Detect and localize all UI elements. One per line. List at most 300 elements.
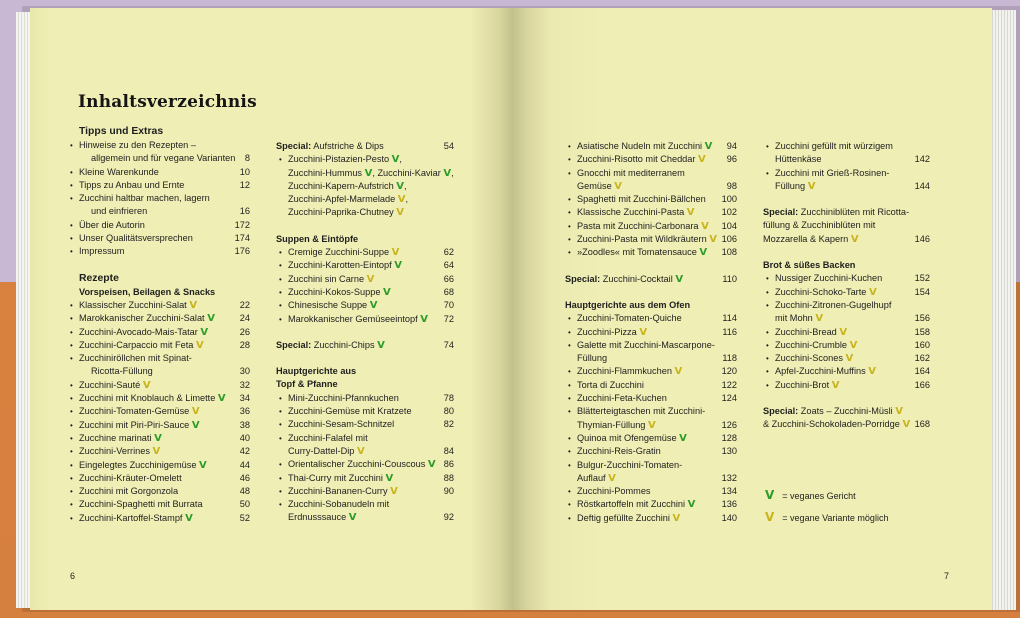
entry-title: Zucchine marinati xyxy=(79,432,152,443)
page-number: 98 xyxy=(726,180,737,191)
vegan-mark-icon: V xyxy=(427,459,436,471)
toc-entry xyxy=(276,405,454,418)
entry-title: Zucchini-Tomaten-Quiche xyxy=(577,313,682,324)
toc-entry xyxy=(79,498,250,511)
toc-entry xyxy=(79,205,250,218)
entry-title: Gnocchi mit mediterranem xyxy=(577,167,685,178)
page-number: 126 xyxy=(721,419,737,430)
entry-title: Zucchini-Bread xyxy=(775,326,837,337)
entry-title: Nussiger Zucchini-Kuchen xyxy=(775,273,883,284)
page-number: 16 xyxy=(239,206,250,217)
toc-entry xyxy=(565,445,737,458)
vegan-mark-icon: V xyxy=(191,419,200,431)
vegan-variant-mark-icon: V xyxy=(831,379,840,391)
page-number: 152 xyxy=(914,273,930,284)
entry-title: Deftig gefüllte Zucchini xyxy=(577,512,670,523)
entry-title: Zucchini haltbar machen, lagern xyxy=(79,193,210,204)
toc-entry xyxy=(79,245,250,258)
toc-entry xyxy=(565,352,737,365)
entry-title: Erdnusssauce xyxy=(288,512,347,523)
subsection-heading: Brot & süßes Backen xyxy=(763,260,856,271)
page-number: 172 xyxy=(234,219,250,230)
entry-tail: , xyxy=(404,180,407,191)
entry-title: und einfrieren xyxy=(91,206,148,217)
entry-title: Zucchini-Kartoffel-Stampf xyxy=(79,512,183,523)
page-number: 120 xyxy=(721,366,737,377)
entry-title: Tipps zu Anbau und Ernte xyxy=(79,179,185,190)
vegan-mark-icon: V xyxy=(154,432,162,444)
entry-title: Zucchini sin Carne xyxy=(288,273,365,284)
special-label: Special: xyxy=(763,406,799,417)
toc-entry xyxy=(79,166,250,179)
toc-entry xyxy=(763,326,930,339)
page-number: 164 xyxy=(914,366,930,377)
vegan-mark-icon: V xyxy=(207,313,215,325)
entry-title: allgemein und für vegane Varianten xyxy=(91,153,236,164)
page-number: 134 xyxy=(721,486,737,497)
toc-entry xyxy=(763,312,930,325)
toc-entry xyxy=(565,153,737,166)
entry-tail: , xyxy=(399,154,402,165)
page-number: 78 xyxy=(443,392,454,403)
page-number: 28 xyxy=(239,339,250,350)
page-number: 140 xyxy=(721,512,737,523)
vegan-mark-icon: V xyxy=(364,167,373,179)
page-number: 104 xyxy=(721,220,737,231)
toc-entry xyxy=(763,167,930,180)
entry-title: Curry-Dattel-Dip xyxy=(288,445,355,456)
page-number: 130 xyxy=(721,446,737,457)
special-entry xyxy=(276,339,454,352)
toc-entry xyxy=(79,299,250,312)
entry-title: Zucchini-Carpaccio mit Feta xyxy=(79,339,194,350)
entry-title: Impressum xyxy=(79,246,125,257)
entry-title: Kleine Warenkunde xyxy=(79,166,159,177)
page-number: 160 xyxy=(914,339,930,350)
toc-entry xyxy=(79,352,250,365)
page-number: 8 xyxy=(244,153,250,164)
special-label: Special: xyxy=(565,273,601,284)
toc-entry xyxy=(79,192,250,205)
vegan-mark-icon: V xyxy=(396,180,405,192)
toc-entry xyxy=(565,459,737,472)
vegan-variant-mark-icon: V xyxy=(142,379,151,391)
entry-title: Zoats – Zucchini-Müsli xyxy=(800,406,893,417)
entry-title: Klassischer Zucchini-Salat xyxy=(79,299,187,310)
toc-entry xyxy=(276,485,454,498)
entry-title: Zucchini-Hummus xyxy=(288,167,363,178)
page-number: 52 xyxy=(239,512,250,523)
entry-title: Marokkanischer Zucchini-Salat xyxy=(79,313,205,324)
toc-entry xyxy=(565,392,737,405)
spacer xyxy=(565,286,737,299)
page-number: 24 xyxy=(239,313,250,324)
toc-entry xyxy=(763,140,930,153)
page-number: 50 xyxy=(239,499,250,510)
toc-entry xyxy=(565,167,737,180)
page-number: 118 xyxy=(722,353,737,364)
subsection-heading: Vorspeisen, Beilagen & Snacks xyxy=(79,286,216,297)
toc-entry xyxy=(763,418,930,431)
entry-title: füllung & Zucchiniblüten mit xyxy=(763,220,876,231)
vegan-mark-icon: V xyxy=(443,167,452,179)
entry-title: Zucchini-Avocado-Mais-Tatar xyxy=(79,326,198,337)
vegan-variant-mark-icon: V xyxy=(647,419,656,431)
page-number: 62 xyxy=(443,247,454,258)
toc-entry xyxy=(565,140,737,153)
special-entry xyxy=(276,140,454,153)
toc-column-1 xyxy=(79,125,250,525)
page-number: 144 xyxy=(914,180,930,191)
page-number: 40 xyxy=(239,432,250,443)
entry-title: Zucchini-Brot xyxy=(775,379,830,390)
special-entry xyxy=(763,405,930,418)
spacer xyxy=(763,392,930,405)
entry-title: Zucchini-Kapern-Aufstrich xyxy=(288,180,394,191)
page-number: 12 xyxy=(239,179,250,190)
vegan-mark-icon: V xyxy=(217,393,226,405)
entry-title: Zucchini-Paprika-Chutney xyxy=(288,207,394,218)
toc-entry xyxy=(565,180,737,193)
legend-vegan-text: = veganes Gericht xyxy=(782,491,856,501)
toc-entry xyxy=(276,153,454,166)
entry-title: Zucchini gefüllt mit würzigem xyxy=(775,141,893,151)
page-number: 22 xyxy=(239,299,250,310)
page-number: 86 xyxy=(443,459,454,470)
toc-entry xyxy=(565,220,737,233)
page-number: 10 xyxy=(239,166,250,177)
special-label: Special: xyxy=(763,207,799,218)
entry-title: Zucchini-Sesam-Schnitzel xyxy=(288,419,395,430)
vegan-mark-icon: V xyxy=(704,141,713,152)
toc-entry xyxy=(565,326,737,339)
page-number: 94 xyxy=(726,141,737,151)
page-number: 64 xyxy=(443,260,454,271)
spacer xyxy=(276,220,454,233)
vegan-variant-mark-icon: V xyxy=(396,207,405,219)
entry-title: Füllung xyxy=(577,353,608,364)
toc-entry xyxy=(763,339,930,352)
toc-entry xyxy=(276,313,454,326)
entry-title: Zucchini-Falafel mit xyxy=(288,432,368,443)
vegan-mark-icon: V xyxy=(348,512,357,524)
entry-title: Zucchini-Reis-Gratin xyxy=(577,446,661,457)
toc-entry xyxy=(565,419,737,432)
vegan-variant-mark-icon: V xyxy=(608,472,616,484)
vegan-variant-mark-icon: V xyxy=(397,194,406,206)
toc-entry xyxy=(565,405,737,418)
page-number: 136 xyxy=(721,499,737,510)
page-number: 46 xyxy=(239,472,250,483)
entry-title: & Zucchini-Schokoladen-Porridge xyxy=(763,419,900,430)
page-number: 156 xyxy=(914,313,930,324)
vegan-mark-icon: V xyxy=(679,432,687,444)
toc-entry xyxy=(276,458,454,471)
page-number: 34 xyxy=(239,393,250,404)
page-number: 128 xyxy=(721,432,737,443)
vegan-variant-mark-icon: V xyxy=(686,207,695,219)
toc-entry xyxy=(79,405,250,418)
page-number: 132 xyxy=(721,472,737,483)
page-number: 88 xyxy=(443,472,454,483)
toc-column-3 xyxy=(565,140,737,525)
entry-title: Zucchini-Pistazien-Pesto xyxy=(288,154,390,165)
page-number: 36 xyxy=(239,406,250,417)
entry-title: Zucchini-Pommes xyxy=(577,486,651,497)
page-number: 102 xyxy=(721,207,737,218)
entry-title: Zucchiniröllchen mit Spinat- xyxy=(79,353,192,364)
toc-entry xyxy=(276,180,454,193)
toc-entry xyxy=(79,312,250,325)
page-number: 114 xyxy=(722,313,737,324)
entry-title: Zucchini-Verrines xyxy=(79,446,150,457)
toc-entry xyxy=(763,286,930,299)
vegan-mark-icon: V xyxy=(699,247,708,259)
page-number: 158 xyxy=(914,326,930,337)
page-number: 166 xyxy=(914,379,930,390)
entry-title: Zucchini-Flammkuchen xyxy=(577,366,672,377)
legend xyxy=(765,488,888,524)
entry-title: Mini-Zucchini-Pfannkuchen xyxy=(288,392,399,403)
vegan-mark-icon: V xyxy=(391,154,400,166)
entry-title: Galette mit Zucchini-Mascarpone- xyxy=(577,339,715,350)
page-number: 108 xyxy=(721,247,737,258)
section-heading: Tipps und Extras xyxy=(79,126,164,137)
toc-entry xyxy=(763,272,930,285)
toc-entry xyxy=(276,259,454,272)
toc-entry xyxy=(276,498,454,511)
toc-entry xyxy=(79,512,250,525)
vegan-mark-icon: V xyxy=(199,459,207,471)
toc-entry xyxy=(79,365,250,378)
vegan-variant-mark-icon: V xyxy=(849,339,858,351)
legend-vegan xyxy=(765,488,888,510)
toc-entry xyxy=(565,206,737,219)
page-number: 90 xyxy=(443,485,454,496)
page-number: 110 xyxy=(722,273,737,284)
entry-title: Zucchini-Bananen-Curry xyxy=(288,485,388,496)
page-number: 106 xyxy=(721,234,737,245)
toc-entry xyxy=(276,432,454,445)
toc-entry xyxy=(79,485,250,498)
entry-tail: , Zucchini-Kaviar xyxy=(372,167,441,178)
entry-title: Zucchini mit Piri-Piri-Sauce xyxy=(79,419,190,430)
toc-entry xyxy=(276,299,454,312)
entry-title: Gemüse xyxy=(577,180,612,191)
vegan-variant-mark-icon: V xyxy=(698,154,706,166)
toc-entry xyxy=(79,219,250,232)
entry-title: Mozzarella & Kapern xyxy=(763,233,849,244)
toc-entry xyxy=(565,512,737,525)
entry-title: Röstkartoffeln mit Zucchini xyxy=(577,499,686,510)
entry-title: Hüttenkäse xyxy=(775,154,822,165)
page-number: 176 xyxy=(234,246,250,257)
toc-entry xyxy=(763,352,930,365)
vegan-variant-mark-icon: V xyxy=(701,220,709,232)
spacer xyxy=(79,259,250,272)
page-number: 66 xyxy=(443,273,454,284)
toc-entry xyxy=(276,418,454,431)
entry-title: Klassische Zucchini-Pasta xyxy=(577,207,685,218)
entry-title: Asiatische Nudeln mit Zucchini xyxy=(577,141,703,151)
entry-title: Hinweise zu den Rezepten – xyxy=(79,140,196,150)
entry-title: Thymian-Füllung xyxy=(577,419,646,430)
toc-entry xyxy=(79,445,250,458)
toc-entry xyxy=(79,432,250,445)
toc-entry xyxy=(276,193,454,206)
page-number: 96 xyxy=(726,154,737,165)
toc-entry xyxy=(565,233,737,246)
toc-entry xyxy=(79,232,250,245)
entry-title: mit Mohn xyxy=(775,313,813,324)
vegan-variant-mark-icon: V xyxy=(672,512,681,524)
vegan-variant-mark-icon: V xyxy=(868,366,877,378)
entry-title: Zucchini-Kräuter-Omelett xyxy=(79,472,182,483)
toc-entry xyxy=(276,246,454,259)
vegan-variant-mark-icon: V xyxy=(639,326,648,338)
vegan-variant-mark-icon: V xyxy=(391,247,400,259)
entry-title: Spaghetti mit Zucchini-Bällchen xyxy=(577,194,706,205)
vegan-mark-icon: V xyxy=(394,260,402,272)
toc-entry xyxy=(276,472,454,485)
subsection-heading: Hauptgerichte aus dem Ofen xyxy=(565,299,691,310)
entry-title: Cremige Zucchini-Suppe xyxy=(288,247,390,258)
page-number: 80 xyxy=(443,406,454,417)
toc-entry xyxy=(79,392,250,405)
vegan-mark-icon: V xyxy=(200,326,209,338)
toc-entry xyxy=(565,379,737,392)
toc-entry xyxy=(565,498,737,511)
toc-entry xyxy=(565,246,737,259)
page-number: 100 xyxy=(721,194,737,205)
vegan-variant-mark-icon: V xyxy=(614,180,623,192)
vegan-variant-mark-icon: V xyxy=(845,353,854,365)
entry-title: Zucchini-Crumble xyxy=(775,339,847,350)
entry-title: Zucchini-Gemüse mit Kratzete xyxy=(288,406,412,417)
entry-title: Zucchiniblüten mit Ricotta- xyxy=(800,207,910,218)
vegan-variant-mark-icon: V xyxy=(709,234,717,246)
entry-title: Füllung xyxy=(775,180,806,191)
entry-title: Zucchini-Sobanudeln mit xyxy=(288,499,390,510)
entry-title: Zucchini mit Gorgonzola xyxy=(79,486,179,497)
vegan-variant-mark-icon: V xyxy=(195,339,204,351)
entry-title: Zucchini-Spaghetti mit Burrata xyxy=(79,499,203,510)
page-number: 44 xyxy=(239,459,250,470)
legend-variant-text: = vegane Variante möglich xyxy=(782,513,889,523)
special-entry xyxy=(565,273,737,286)
vegan-mark-icon: V xyxy=(385,472,394,484)
page-number: 142 xyxy=(914,154,930,165)
toc-entry xyxy=(763,365,930,378)
toc-entry xyxy=(276,206,454,219)
toc-entry xyxy=(276,286,454,299)
entry-title: Auflauf xyxy=(577,472,606,483)
toc-entry xyxy=(79,139,250,152)
page-number: 162 xyxy=(914,353,930,364)
toc-entry xyxy=(763,180,930,193)
page-edges-right xyxy=(990,10,1016,610)
page-number: 116 xyxy=(722,326,737,337)
entry-title: Torta di Zucchini xyxy=(577,379,644,390)
toc-entry xyxy=(79,419,250,432)
vegan-variant-mark-icon: V xyxy=(839,326,848,338)
vegan-variant-mark-icon: V xyxy=(366,273,375,285)
toc-entry xyxy=(763,219,930,232)
toc-entry xyxy=(79,339,250,352)
vegan-variant-mark-icon: V xyxy=(765,510,775,524)
entry-title: Bulgur-Zucchini-Tomaten- xyxy=(577,459,683,470)
entry-title: Aufstriche & Dips xyxy=(313,141,384,151)
entry-title: Eingelegtes Zucchinigemüse xyxy=(79,459,197,470)
subsection-heading: Topf & Pfanne xyxy=(276,379,338,390)
toc-entry xyxy=(763,153,930,166)
page-number: 84 xyxy=(443,445,454,456)
toc-entry xyxy=(79,152,250,165)
entry-tail: , xyxy=(405,194,409,205)
vegan-mark-icon: V xyxy=(687,499,696,511)
page-number: 70 xyxy=(443,300,454,311)
entry-title: Chinesische Suppe xyxy=(288,300,368,311)
special-label: Special: xyxy=(276,339,312,350)
entry-title: Zucchini-Risotto mit Cheddar xyxy=(577,154,696,165)
subsection-heading: Hauptgerichte aus xyxy=(276,366,357,377)
toc-entry xyxy=(565,432,737,445)
page-number: 48 xyxy=(239,486,250,497)
entry-title: Unser Qualitätsversprechen xyxy=(79,233,193,244)
page-number: 72 xyxy=(443,313,454,324)
page-number: 146 xyxy=(914,233,930,244)
entry-title: Zucchini mit Grieß-Rosinen- xyxy=(775,167,890,178)
toc-entry xyxy=(763,299,930,312)
toc-entry xyxy=(276,392,454,405)
page-number: 42 xyxy=(239,446,250,457)
vegan-variant-mark-icon: V xyxy=(850,233,859,245)
vegan-variant-mark-icon: V xyxy=(356,445,365,457)
vegan-variant-mark-icon: V xyxy=(191,406,200,418)
page-number: 74 xyxy=(443,339,454,350)
toc-entry xyxy=(276,445,454,458)
toc-entry xyxy=(79,472,250,485)
entry-title: Ricotta-Füllung xyxy=(91,366,153,377)
vegan-mark-icon: V xyxy=(377,339,385,351)
vegan-variant-mark-icon: V xyxy=(902,419,911,431)
page-number: 82 xyxy=(443,419,454,430)
page-number: 30 xyxy=(239,366,250,377)
entry-title: »Zoodles« mit Tomatensauce xyxy=(577,247,697,258)
spacer xyxy=(763,193,930,206)
vegan-mark-icon: V xyxy=(383,286,391,298)
page-number: 168 xyxy=(914,419,930,430)
entry-title: Zucchini-Tomaten-Gemüse xyxy=(79,406,190,417)
vegan-variant-mark-icon: V xyxy=(390,485,398,497)
page-title: Inhaltsverzeichnis xyxy=(78,92,257,112)
page-number: 68 xyxy=(443,286,454,297)
special-label: Special: xyxy=(276,141,312,151)
vegan-mark-icon: V xyxy=(369,300,378,312)
entry-title: Thai-Curry mit Zucchini xyxy=(288,472,383,483)
page-number: 154 xyxy=(914,286,930,297)
toc-entry xyxy=(565,485,737,498)
spacer xyxy=(763,246,930,259)
entry-title: Zucchini-Pasta mit Wildkräutern xyxy=(577,234,707,245)
entry-title: Über die Autorin xyxy=(79,219,145,230)
spacer xyxy=(276,326,454,339)
entry-title: Blätterteigtaschen mit Zucchini- xyxy=(577,406,706,417)
toc-entry xyxy=(79,326,250,339)
toc-entry xyxy=(79,379,250,392)
entry-title: Apfel-Zucchini-Muffins xyxy=(775,366,866,377)
vegan-variant-mark-icon: V xyxy=(674,366,683,378)
